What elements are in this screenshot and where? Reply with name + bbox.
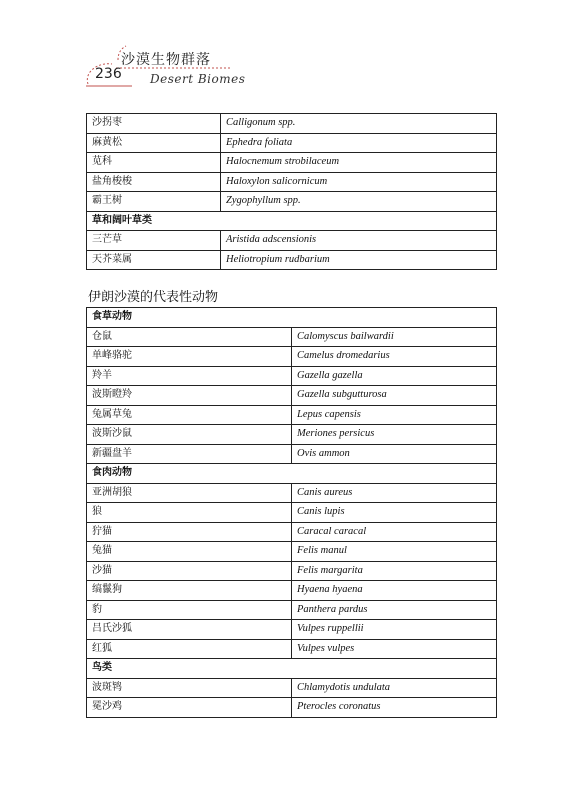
table-row: [87, 639, 497, 659]
table-row: [87, 600, 497, 620]
scientific-name-cell: Felis margarita: [292, 561, 497, 581]
group-label: 食草动物: [87, 308, 497, 328]
common-name-cell: 沙猫: [87, 561, 292, 581]
common-name-cell: 狼: [87, 503, 292, 523]
scientific-name-cell: Gazella gazella: [292, 366, 497, 386]
scientific-name-cell: Vulpes vulpes: [292, 639, 497, 659]
scientific-name-cell: Calligonum spp.: [221, 114, 497, 134]
scientific-name-cell: Panthera pardus: [292, 600, 497, 620]
table-group-row: [87, 308, 497, 328]
animals-table: [86, 307, 497, 718]
scientific-name-cell: Lepus capensis: [292, 405, 497, 425]
book-title: 沙漠生物群落: [121, 52, 211, 68]
common-name-cell: 豹: [87, 600, 292, 620]
scientific-name-cell: Meriones persicus: [292, 425, 497, 445]
table-row: [87, 561, 497, 581]
common-name-cell: 冕沙鸡: [87, 698, 292, 718]
common-name-cell: 兔猫: [87, 542, 292, 562]
table-group-row: [87, 211, 497, 231]
common-name-cell: 波斯沙鼠: [87, 425, 292, 445]
scientific-name-cell: Zygophyllum spp.: [221, 192, 497, 212]
common-name-cell: 波斑鸨: [87, 678, 292, 698]
group-label: 食肉动物: [87, 464, 497, 484]
scientific-name-cell: Felis manul: [292, 542, 497, 562]
common-name-cell: 盐角梭梭: [87, 172, 221, 192]
table-group-row: [87, 659, 497, 679]
book-subtitle: Desert Biomes: [150, 72, 246, 86]
scientific-name-cell: Camelus dromedarius: [292, 347, 497, 367]
table-row: [87, 386, 497, 406]
table-row: [87, 698, 497, 718]
table-row: [87, 231, 497, 251]
common-name-cell: 吕氏沙狐: [87, 620, 292, 640]
table-row: [87, 581, 497, 601]
scientific-name-cell: Calomyscus bailwardii: [292, 327, 497, 347]
group-label: 草和阔叶草类: [87, 211, 497, 231]
table-row: [87, 542, 497, 562]
table-row: [87, 366, 497, 386]
table-row: [87, 483, 497, 503]
scientific-name-cell: Hyaena hyaena: [292, 581, 497, 601]
scientific-name-cell: Ovis ammon: [292, 444, 497, 464]
table-group-row: [87, 464, 497, 484]
group-label: 鸟类: [87, 659, 497, 679]
common-name-cell: 单峰骆驼: [87, 347, 292, 367]
scientific-name-cell: Chlamydotis undulata: [292, 678, 497, 698]
common-name-cell: 亚洲胡狼: [87, 483, 292, 503]
common-name-cell: 缟鬣狗: [87, 581, 292, 601]
common-name-cell: 羚羊: [87, 366, 292, 386]
scientific-name-cell: Halocnemum strobilaceum: [221, 153, 497, 173]
table-row: [87, 405, 497, 425]
table-row: [87, 133, 497, 153]
scientific-name-cell: Heliotropium rudbarium: [221, 250, 497, 270]
header-ornament: [0, 0, 570, 95]
table-row: [87, 503, 497, 523]
page-number: 236: [95, 66, 122, 82]
scientific-name-cell: Aristida adscensionis: [221, 231, 497, 251]
scientific-name-cell: Vulpes ruppellii: [292, 620, 497, 640]
scientific-name-cell: Canis aureus: [292, 483, 497, 503]
table-row: [87, 250, 497, 270]
table-row: [87, 522, 497, 542]
page-header: [0, 0, 570, 95]
table-row: [87, 172, 497, 192]
scientific-name-cell: Caracal caracal: [292, 522, 497, 542]
scientific-name-cell: Ephedra foliata: [221, 133, 497, 153]
common-name-cell: 新疆盘羊: [87, 444, 292, 464]
common-name-cell: 波斯瞪羚: [87, 386, 292, 406]
table-row: [87, 114, 497, 134]
scientific-name-cell: Canis lupis: [292, 503, 497, 523]
scientific-name-cell: Haloxylon salicornicum: [221, 172, 497, 192]
table-row: [87, 620, 497, 640]
common-name-cell: 麻黄松: [87, 133, 221, 153]
table-row: [87, 327, 497, 347]
plants-table: [86, 113, 497, 270]
common-name-cell: 三芒草: [87, 231, 221, 251]
table-row: [87, 444, 497, 464]
table-row: [87, 425, 497, 445]
table-row: [87, 153, 497, 173]
common-name-cell: 沙拐枣: [87, 114, 221, 134]
scientific-name-cell: Gazella subgutturosa: [292, 386, 497, 406]
scientific-name-cell: Pterocles coronatus: [292, 698, 497, 718]
table-row: [87, 678, 497, 698]
common-name-cell: 天芥菜属: [87, 250, 221, 270]
table-row: [87, 347, 497, 367]
common-name-cell: 红狐: [87, 639, 292, 659]
common-name-cell: 霸王树: [87, 192, 221, 212]
section-heading: 伊朗沙漠的代表性动物: [88, 290, 219, 305]
common-name-cell: 兔属草兔: [87, 405, 292, 425]
common-name-cell: 狞猫: [87, 522, 292, 542]
table-row: [87, 192, 497, 212]
common-name-cell: 苋科: [87, 153, 221, 173]
common-name-cell: 仓鼠: [87, 327, 292, 347]
